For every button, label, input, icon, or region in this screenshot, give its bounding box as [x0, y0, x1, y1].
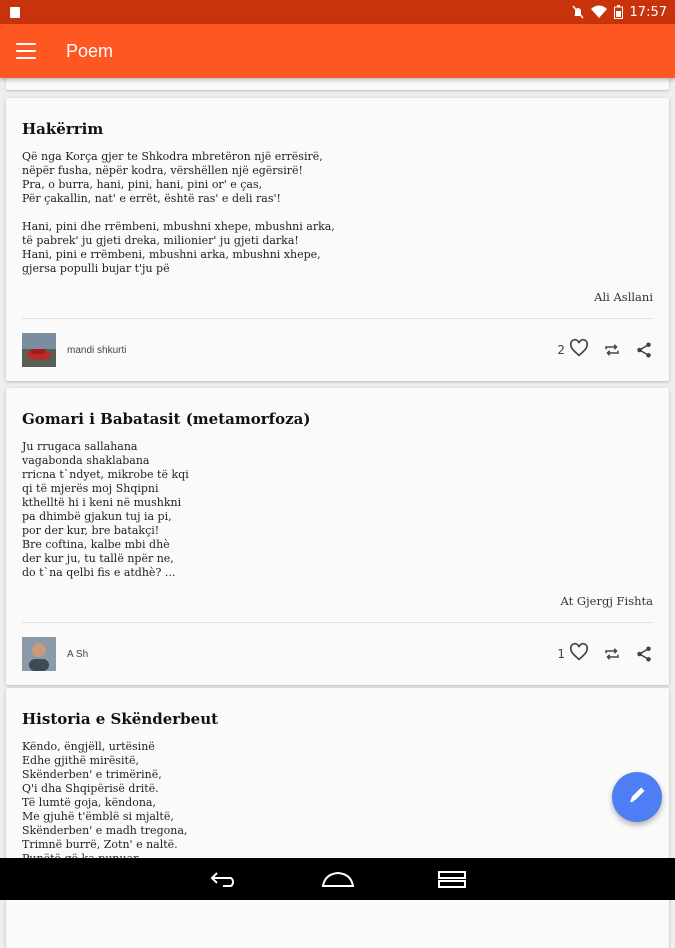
card-footer: [22, 623, 653, 685]
user-profile[interactable]: [22, 637, 88, 671]
share-icon[interactable]: [635, 341, 653, 359]
poem-author[interactable]: At Gjergj Fishta: [560, 594, 653, 608]
user-profile[interactable]: [22, 333, 126, 367]
mute-icon: [572, 5, 584, 19]
like-button[interactable]: [557, 339, 589, 361]
poem-feed[interactable]: [0, 78, 675, 858]
avatar[interactable]: [22, 637, 56, 671]
notification-icon: [10, 7, 20, 18]
poem-title[interactable]: Gomari i Babatasit (metamorfoza): [22, 410, 311, 428]
poem-author[interactable]: Ali Asllani: [594, 290, 653, 304]
repeat-icon[interactable]: [603, 645, 621, 663]
recents-icon[interactable]: [435, 864, 469, 894]
avatar[interactable]: [22, 333, 56, 367]
poem-title[interactable]: Hakërrim: [22, 120, 104, 138]
home-icon[interactable]: [321, 864, 355, 894]
app-bar: [0, 24, 675, 78]
poem-card[interactable]: [6, 388, 669, 685]
poem-text: Ju rrugaca sallahana vagabonda shaklabana rricna t`ndyet, mikrobe të kqi qi të mjerës moj Shqipni kthelltë hi i keni në mushkni pa dhimbë gjakun tuj ia pi, por der kur, bre batakçi! Bre coftina, kalbe mbi dhè der kur ju, tu tallë npër ne, do t`na qelbi fis e atdhè? ...: [22, 440, 189, 579]
menu-icon[interactable]: [16, 43, 36, 59]
heart-outline-icon: [569, 339, 589, 361]
card-footer: [22, 319, 653, 381]
wifi-icon: [591, 6, 607, 18]
status-time: 17:57: [629, 4, 667, 20]
poem-card[interactable]: [6, 98, 669, 381]
like-button[interactable]: [557, 643, 589, 665]
write-poem-button[interactable]: [612, 772, 662, 822]
likes-count: 2: [557, 343, 565, 357]
poem-text: Këndo, ëngjëll, urtësinë Edhe gjithë mirësitë, Skënderben' e trimërinë, Q'i dha Shqipërisë dritë. Të lumtë goja, këndona, Me gjuhë t'ëmblë si mjaltë, Skënderben' e madh tregona, Trimnë burrë, Zotn' e naltë.: [22, 740, 188, 851]
back-icon[interactable]: [207, 864, 241, 894]
repeat-icon[interactable]: [603, 341, 621, 359]
navigation-bar: [0, 858, 675, 900]
battery-icon: [614, 5, 623, 19]
pen-icon: [627, 785, 647, 809]
username[interactable]: A Sh: [67, 648, 89, 660]
share-icon[interactable]: [635, 645, 653, 663]
heart-outline-icon: [569, 643, 589, 665]
status-bar: [0, 0, 675, 24]
poem-title[interactable]: Historia e Skënderbeut: [22, 710, 219, 728]
username[interactable]: mandi shkurti: [67, 344, 127, 356]
likes-count: 1: [557, 647, 565, 661]
poem-text: Që nga Korça gjer te Shkodra mbretëron një errësirë, nëpër fusha, nëpër kodra, vërshëllen një egërsirë! Pra, o burra, hani, pini, hani, pini or' e ças, Për çakallin, nat' e errët, është ras' e deli ras'! Hani, pini dhe rrëmbeni, mbushni xhepe, mbushni arka, të pabrek' ju gjeti dreka, milionier' ju gjeti darka! Hani, pini e rrëmbeni, mbushni arka, mbushni xhepe, gjersa populli bujar t'ju pë: [22, 150, 335, 275]
page-title: Poem: [66, 40, 114, 61]
poem-card[interactable]: [6, 688, 669, 948]
